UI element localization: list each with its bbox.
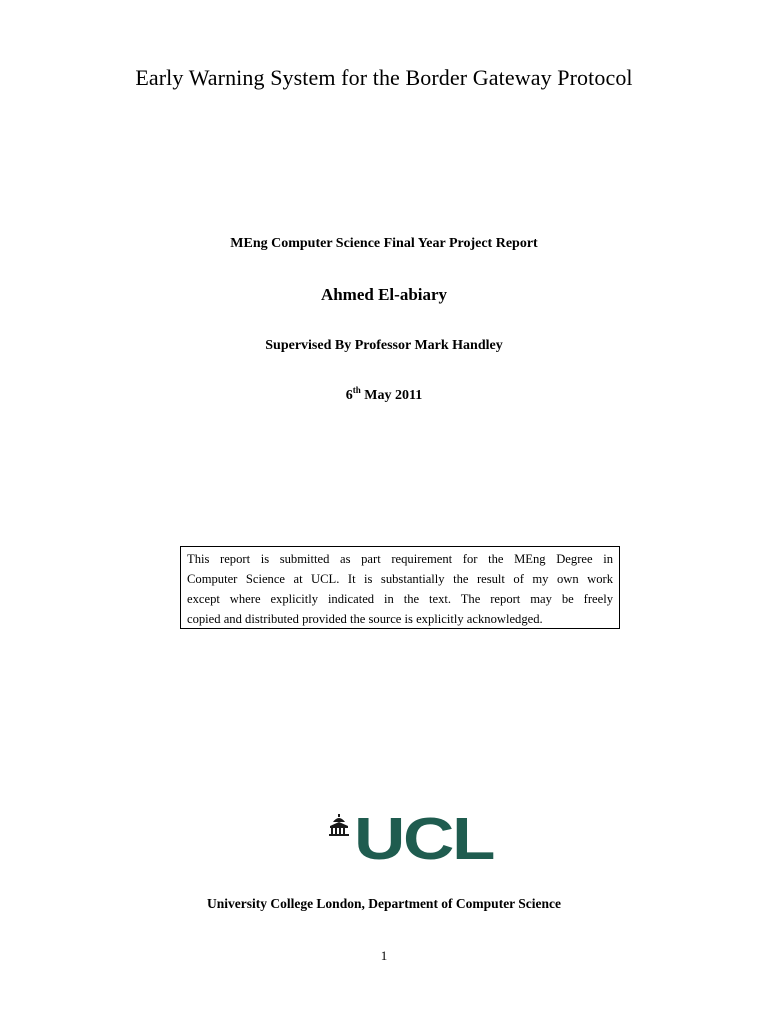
supervisor-line: Supervised By Professor Mark Handley <box>265 338 503 353</box>
institution-line: University College London, Department of Computer Science <box>206 896 562 911</box>
portico-icon <box>329 814 349 836</box>
author-name: Ahmed El-abiary <box>320 285 448 304</box>
date-month-year: May 2011 <box>364 388 423 403</box>
ucl-logo <box>329 812 495 862</box>
report-type: MEng Computer Science Final Year Project Report <box>230 236 538 251</box>
document-title: Early Warning System for the Border Gateway Protocol <box>135 65 633 90</box>
submission-date <box>0 386 768 406</box>
date-day-suffix: th <box>352 385 361 395</box>
date-day: 6 <box>345 388 353 403</box>
declaration-line: except where explicitly indicated in the text. The report may be freely <box>187 592 613 606</box>
declaration-line: This report is submitted as part requirement for the MEng Degree in <box>187 552 613 566</box>
declaration-line: Computer Science at UCL. It is substantially the result of my own work <box>187 572 613 586</box>
page-number: 1 <box>380 948 388 963</box>
ucl-logo-text: UCL <box>354 812 495 862</box>
declaration-line: copied and distributed provided the source is explicitly acknowledged. <box>187 612 543 626</box>
declaration-box <box>180 546 620 629</box>
